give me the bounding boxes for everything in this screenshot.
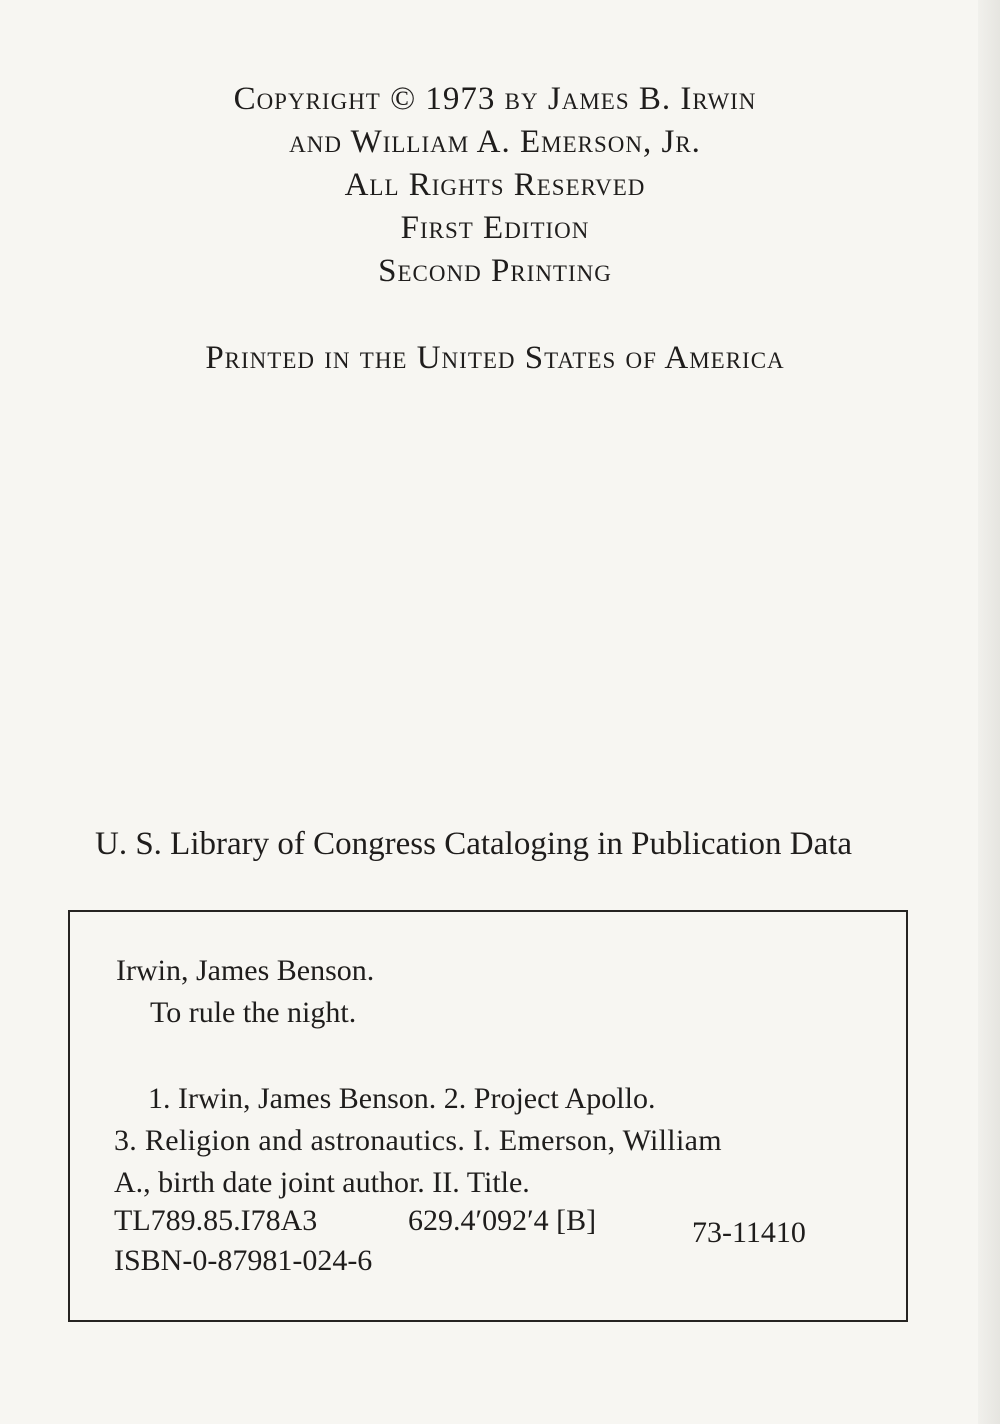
- cip-isbn: ISBN-0-87981-024-6: [114, 1244, 373, 1277]
- cip-author: Irwin, James Benson.: [116, 954, 375, 987]
- rights-line: All Rights Reserved: [344, 167, 646, 203]
- copyright-line: Copyright © 1973 by James B. Irwin: [233, 81, 757, 117]
- cip-call-number: TL789.85.I78A3: [114, 1204, 318, 1237]
- cip-subjects-line-1: 1. Irwin, James Benson. 2. Project Apollo.: [148, 1082, 656, 1115]
- printing-line: Second Printing: [378, 253, 612, 289]
- copyright-notice: [0, 78, 990, 293]
- cip-title: To rule the night.: [150, 996, 357, 1029]
- coauthor-line: and William A. Emerson, Jr.: [289, 124, 701, 160]
- cip-dewey: 629.4′092′4 [B]: [408, 1204, 597, 1237]
- edition-line: First Edition: [400, 210, 590, 246]
- cip-heading: U. S. Library of Congress Cataloging in Publication Data: [95, 826, 853, 862]
- printed-in-line: Printed in the United States of America: [205, 340, 785, 376]
- cip-subjects-line-3: A., birth date joint author. II. Title.: [114, 1166, 530, 1199]
- cip-subjects-line-2: 3. Religion and astronautics. I. Emerson, William: [114, 1124, 722, 1157]
- cip-lccn: 73-11410: [692, 1216, 806, 1249]
- cip-record-box: [68, 910, 908, 1322]
